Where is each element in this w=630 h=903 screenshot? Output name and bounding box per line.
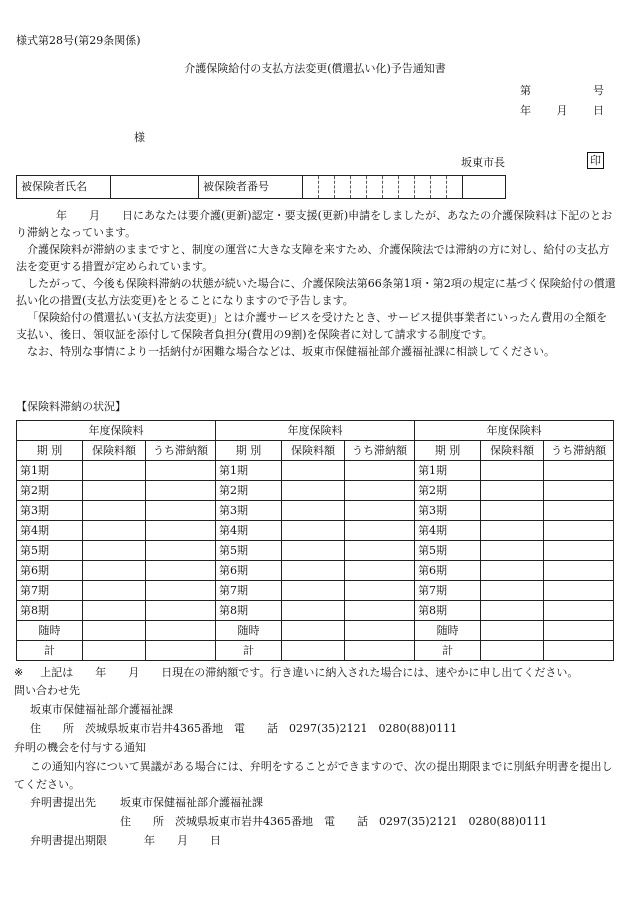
period-cell: 第1期 bbox=[17, 461, 83, 481]
amount-cell[interactable] bbox=[83, 541, 146, 561]
period-cell: 計 bbox=[415, 641, 481, 661]
issue-day: 日 bbox=[593, 104, 604, 117]
period-column-header: 期 別 bbox=[415, 441, 481, 461]
amount-cell[interactable] bbox=[481, 581, 544, 601]
issue-month: 月 bbox=[556, 104, 568, 117]
appeal-text: この通知内容について異議がある場合には、弁明をすることができますので、次の提出期限までに別紙弁明書を提出してください。 bbox=[14, 760, 613, 791]
table-row bbox=[17, 561, 614, 581]
arrears-cell[interactable] bbox=[345, 521, 415, 541]
amount-column-header: 保険料額 bbox=[282, 441, 345, 461]
period-cell: 第1期 bbox=[415, 461, 481, 481]
arrears-cell[interactable] bbox=[146, 481, 216, 501]
status-heading: 【保険料滞納の状況】 bbox=[16, 400, 126, 413]
amount-cell[interactable] bbox=[83, 481, 146, 501]
period-cell: 第3期 bbox=[415, 501, 481, 521]
arrears-column-header: うち滞納額 bbox=[345, 441, 415, 461]
arrears-cell[interactable] bbox=[345, 641, 415, 661]
amount-cell[interactable] bbox=[83, 581, 146, 601]
amount-cell[interactable] bbox=[83, 461, 146, 481]
notice-body bbox=[16, 207, 616, 360]
period-cell: 第8期 bbox=[415, 601, 481, 621]
arrears-cell[interactable] bbox=[146, 541, 216, 561]
submission-deadline bbox=[30, 834, 221, 847]
period-cell: 第5期 bbox=[216, 541, 282, 561]
arrears-cell[interactable] bbox=[544, 581, 614, 601]
period-cell: 第4期 bbox=[216, 521, 282, 541]
doc-number-label: 第 bbox=[520, 84, 531, 97]
period-cell: 第7期 bbox=[17, 581, 83, 601]
insured-number-digit[interactable] bbox=[431, 176, 447, 199]
seal-stamp: 印 bbox=[587, 152, 604, 169]
status-table-body bbox=[17, 421, 614, 661]
arrears-cell[interactable] bbox=[146, 641, 216, 661]
period-cell: 第7期 bbox=[216, 581, 282, 601]
amount-cell[interactable] bbox=[481, 501, 544, 521]
issue-year: 年 bbox=[520, 104, 531, 117]
appeal-body bbox=[14, 758, 614, 794]
period-cell: 第8期 bbox=[17, 601, 83, 621]
period-cell: 第4期 bbox=[17, 521, 83, 541]
insured-number-label: 被保険者番号 bbox=[199, 176, 303, 199]
table-row bbox=[17, 541, 614, 561]
arrears-cell[interactable] bbox=[146, 601, 216, 621]
period-cell: 随時 bbox=[415, 621, 481, 641]
insured-name-field[interactable] bbox=[111, 176, 199, 199]
table-row bbox=[17, 601, 614, 621]
arrears-cell[interactable] bbox=[345, 601, 415, 621]
arrears-cell[interactable] bbox=[345, 621, 415, 641]
insured-number-digit[interactable] bbox=[367, 176, 383, 199]
insured-number-digit[interactable] bbox=[319, 176, 335, 199]
period-cell: 第1期 bbox=[216, 461, 282, 481]
arrears-cell[interactable] bbox=[146, 561, 216, 581]
addressee: 様 bbox=[134, 131, 145, 144]
arrears-cell[interactable] bbox=[544, 481, 614, 501]
insured-number-digit[interactable] bbox=[447, 176, 463, 199]
arrears-column-header: うち滞納額 bbox=[146, 441, 216, 461]
table-row bbox=[17, 481, 614, 501]
amount-cell[interactable] bbox=[282, 581, 345, 601]
form-number: 様式第28号(第29条関係) bbox=[16, 34, 141, 47]
amount-cell[interactable] bbox=[282, 641, 345, 661]
arrears-cell[interactable] bbox=[544, 461, 614, 481]
period-cell: 第2期 bbox=[415, 481, 481, 501]
amount-cell[interactable] bbox=[83, 601, 146, 621]
insured-number-digit[interactable] bbox=[383, 176, 399, 199]
insured-number-digit[interactable] bbox=[303, 176, 319, 199]
note-text: 上記は 年 月 日現在の滞納額です。行き違いに納入された場合には、速やかに申し出てください。 bbox=[40, 666, 579, 679]
status-group-header-row bbox=[17, 421, 614, 441]
arrears-cell[interactable] bbox=[544, 601, 614, 621]
inquiry-heading: 問い合わせ先 bbox=[14, 684, 80, 697]
deadline-date: 年 月 日 bbox=[144, 834, 221, 847]
doc-number-suffix: 号 bbox=[593, 84, 604, 97]
period-cell: 計 bbox=[216, 641, 282, 661]
period-cell: 第3期 bbox=[216, 501, 282, 521]
period-cell: 第3期 bbox=[17, 501, 83, 521]
arrears-cell[interactable] bbox=[345, 581, 415, 601]
period-cell: 第5期 bbox=[415, 541, 481, 561]
arrears-cell[interactable] bbox=[146, 581, 216, 601]
insured-number-end bbox=[463, 176, 506, 199]
amount-cell[interactable] bbox=[481, 541, 544, 561]
amount-cell[interactable] bbox=[282, 561, 345, 581]
fiscal-year-header: 年度保険料 bbox=[216, 421, 415, 441]
arrears-status-table bbox=[16, 420, 614, 661]
amount-cell[interactable] bbox=[282, 601, 345, 621]
arrears-column-header: うち滞納額 bbox=[544, 441, 614, 461]
period-cell: 第6期 bbox=[415, 561, 481, 581]
amount-cell[interactable] bbox=[83, 641, 146, 661]
table-row bbox=[17, 501, 614, 521]
amount-cell[interactable] bbox=[481, 621, 544, 641]
arrears-cell[interactable] bbox=[345, 481, 415, 501]
amount-cell[interactable] bbox=[83, 621, 146, 641]
amount-cell[interactable] bbox=[282, 481, 345, 501]
insured-info-table bbox=[16, 175, 506, 199]
period-cell: 第6期 bbox=[216, 561, 282, 581]
submission-label: 弁明書提出先 bbox=[30, 796, 96, 809]
body-paragraph: 「保険給付の償還払い(支払方法変更)」とは介護サービスを受けたとき、サービス提供事業者にいったん費用の全額を支払い、後日、領収証を添付して保険者負担分(費用の9割)を保険者に対して請求する制度です。 bbox=[16, 311, 608, 341]
note-mark: ※ bbox=[14, 666, 24, 679]
insured-number-digit[interactable] bbox=[415, 176, 431, 199]
period-column-header: 期 別 bbox=[216, 441, 282, 461]
note-line bbox=[14, 666, 578, 679]
arrears-cell[interactable] bbox=[544, 641, 614, 661]
submission-address: 住 所 茨城県坂東市岩井4365番地 電 話 0297(35)2121 0280(88)0111 bbox=[120, 815, 548, 828]
amount-cell[interactable] bbox=[83, 521, 146, 541]
issue-date bbox=[520, 104, 604, 117]
amount-cell[interactable] bbox=[481, 641, 544, 661]
arrears-cell[interactable] bbox=[544, 521, 614, 541]
table-row bbox=[17, 461, 614, 481]
amount-column-header: 保険料額 bbox=[481, 441, 544, 461]
insured-number-digit[interactable] bbox=[335, 176, 351, 199]
submission-office: 坂東市保健福祉部介護福祉課 bbox=[120, 796, 263, 809]
amount-cell[interactable] bbox=[481, 561, 544, 581]
arrears-cell[interactable] bbox=[345, 501, 415, 521]
amount-cell[interactable] bbox=[282, 541, 345, 561]
period-cell: 第2期 bbox=[17, 481, 83, 501]
fiscal-year-header: 年度保険料 bbox=[17, 421, 216, 441]
arrears-cell[interactable] bbox=[544, 561, 614, 581]
amount-column-header: 保険料額 bbox=[83, 441, 146, 461]
inquiry-address: 住 所 茨城県坂東市岩井4365番地 電 話 0297(35)2121 0280(88)0111 bbox=[30, 722, 458, 735]
arrears-cell[interactable] bbox=[146, 501, 216, 521]
period-cell: 第4期 bbox=[415, 521, 481, 541]
amount-cell[interactable] bbox=[282, 521, 345, 541]
body-paragraph: 年 月 日にあなたは要介護(更新)認定・要支援(更新)申請をしましたが、あなたの介護保険料は下記のとおり滞納となっています。 bbox=[16, 209, 613, 239]
amount-cell[interactable] bbox=[282, 461, 345, 481]
period-cell: 第7期 bbox=[415, 581, 481, 601]
table-row bbox=[17, 521, 614, 541]
arrears-cell[interactable] bbox=[345, 461, 415, 481]
amount-cell[interactable] bbox=[282, 501, 345, 521]
table-row bbox=[17, 621, 614, 641]
amount-cell[interactable] bbox=[481, 461, 544, 481]
deadline-label: 弁明書提出期限 bbox=[30, 834, 107, 847]
arrears-cell[interactable] bbox=[544, 621, 614, 641]
amount-cell[interactable] bbox=[481, 601, 544, 621]
insured-number-digit[interactable] bbox=[399, 176, 415, 199]
period-cell: 第6期 bbox=[17, 561, 83, 581]
arrears-cell[interactable] bbox=[146, 461, 216, 481]
insured-name-label: 被保険者氏名 bbox=[17, 176, 111, 199]
status-column-header-row bbox=[17, 441, 614, 461]
amount-cell[interactable] bbox=[481, 521, 544, 541]
arrears-cell[interactable] bbox=[345, 561, 415, 581]
period-cell: 第8期 bbox=[216, 601, 282, 621]
inquiry-office: 坂東市保健福祉部介護福祉課 bbox=[30, 703, 173, 716]
document-number bbox=[520, 84, 604, 97]
appeal-heading: 弁明の機会を付与する通知 bbox=[14, 741, 146, 754]
body-paragraph: したがって、今後も保険料滞納の状態が続いた場合に、介護保険法第66条第1項・第2項の規定に基づく保険給付の償還払い化の措置(支払方法変更)をとることになりますので予告します。 bbox=[16, 277, 616, 307]
period-cell: 計 bbox=[17, 641, 83, 661]
amount-cell[interactable] bbox=[83, 561, 146, 581]
issuer-name: 坂東市長 bbox=[461, 156, 505, 169]
period-cell: 随時 bbox=[17, 621, 83, 641]
body-paragraph: なお、特別な事情により一括納付が困難な場合などは、坂東市保健福祉部介護福祉課に相談してください。 bbox=[27, 345, 555, 358]
arrears-cell[interactable] bbox=[345, 541, 415, 561]
period-cell: 第5期 bbox=[17, 541, 83, 561]
amount-cell[interactable] bbox=[282, 621, 345, 641]
body-paragraph: 介護保険料が滞納のままですと、制度の運営に大きな支障を来すため、介護保険法では滞納の方に対し、給付の支払方法を変更する措置が定められています。 bbox=[16, 243, 610, 273]
period-column-header: 期 別 bbox=[17, 441, 83, 461]
arrears-cell[interactable] bbox=[146, 521, 216, 541]
amount-cell[interactable] bbox=[83, 501, 146, 521]
fiscal-year-header: 年度保険料 bbox=[415, 421, 614, 441]
table-row bbox=[17, 581, 614, 601]
period-cell: 随時 bbox=[216, 621, 282, 641]
arrears-cell[interactable] bbox=[544, 541, 614, 561]
table-row bbox=[17, 641, 614, 661]
insured-number-digit[interactable] bbox=[351, 176, 367, 199]
document-title: 介護保険給付の支払方法変更(償還払い化)予告通知書 bbox=[184, 62, 446, 75]
period-cell: 第2期 bbox=[216, 481, 282, 501]
arrears-cell[interactable] bbox=[544, 501, 614, 521]
amount-cell[interactable] bbox=[481, 481, 544, 501]
arrears-cell[interactable] bbox=[146, 621, 216, 641]
